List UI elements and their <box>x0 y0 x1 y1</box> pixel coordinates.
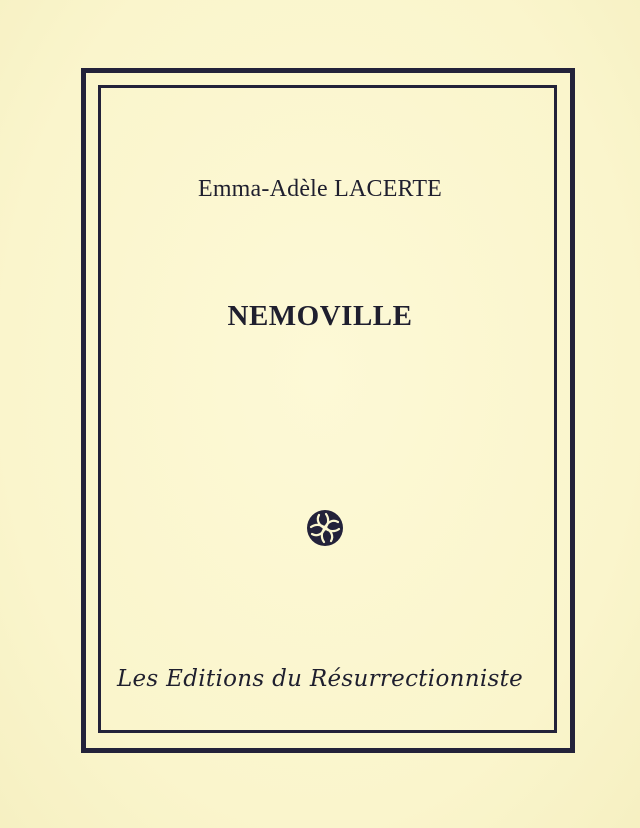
rosette-ornament-icon <box>305 508 345 548</box>
publisher-name: Les Editions du Résurrectionniste <box>116 666 524 692</box>
author-name: Emma-Adèle LACERTE <box>197 176 443 202</box>
book-title: NEMOVILLE <box>227 300 413 332</box>
